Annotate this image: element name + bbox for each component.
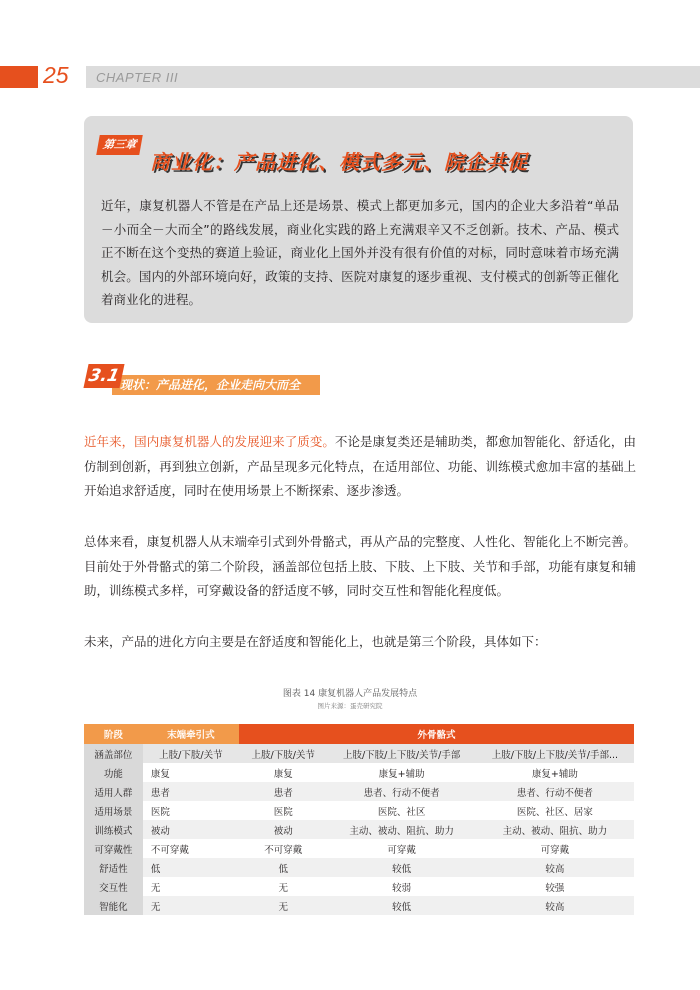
table-row [84, 744, 634, 763]
row-label: 舒适性 [84, 858, 143, 877]
table-cell: 较低 [328, 858, 476, 877]
table-cell: 上肢/下肢/上下肢/关节/手部 [328, 744, 476, 763]
table-row [84, 782, 634, 801]
chapter-badge: 第三章 [96, 135, 143, 155]
table-row [84, 839, 634, 858]
table-cell: 康复 [150, 768, 170, 780]
table-cell: 被动 [239, 820, 328, 839]
table-row [84, 763, 634, 782]
table-cell: 无 [150, 882, 161, 894]
table-cell: 主动、被动、阻抗、助力 [476, 820, 634, 839]
table-cell: 可穿戴 [540, 844, 570, 856]
row-label: 智能化 [84, 896, 143, 915]
row-label: 涵盖部位 [84, 744, 143, 763]
table-cell: 患者、行动不便者 [476, 782, 634, 801]
row-label: 适用人群 [84, 782, 143, 801]
header-exoskeleton: 外骨骼式 [239, 724, 634, 744]
table-cell: 低 [143, 858, 239, 877]
section-number: 3.1 [83, 364, 124, 388]
table-row [84, 801, 634, 820]
chapter-intro-text: 近年，康复机器人不管是在产品上还是场景、模式上都更加多元，国内的企业大多沿着“单品－小而全－大而全”的路线发展，商业化实践的路上充满艰辛又不乏创新。技术、产品、模式正不断在这个变热的赛道上验证，商业化上国外并没有很有价值的对标，同时意味着市场充满机会。国内的外部环境向好，政策的支持、医院对康复的逐步重视、支付模式的创新等正催化着商业化的进程。 [101, 198, 619, 307]
row-label: 训练模式 [84, 820, 143, 839]
table-cell: 患者、行动不便者 [328, 782, 476, 801]
table-cell: 较高 [476, 858, 634, 877]
row-label: 功能 [84, 763, 143, 782]
figure-caption: 图表 14 康复机器人产品发展特点 [282, 689, 418, 699]
paragraph-1 [84, 430, 636, 504]
paragraph-1-text: 不论是康复类还是辅助类，都愈加智能化、舒适化，由仿制到创新，再到独立创新，产品呈现多元化特点，在适用部位、功能、训练模式愈加丰富的基础上开始追求舒适度，同时在使用场景上不断探索、逐步渗透。 [84, 434, 636, 498]
table-cell: 医院 [273, 806, 293, 818]
table-cell: 医院、社区、居家 [516, 806, 593, 818]
header-grey-bar [86, 66, 700, 88]
header-stage: 阶段 [84, 724, 143, 744]
paragraph-2: 总体来看，康复机器人从末端牵引式到外骨骼式，再从产品的完整度、人性化、智能化上不断完善。目前处于外骨骼式的第二个阶段，涵盖部位包括上肢、下肢、上下肢、关节和手部，功能有康复和辅助，训练模式多样，可穿戴设备的舒适度不够，同时交互性和智能化程度低。 [84, 534, 636, 598]
table-cell: 康复+辅助 [378, 768, 425, 780]
table-cell: 上肢/下肢/关节 [143, 744, 239, 763]
table-cell: 康复+辅助 [531, 768, 578, 780]
table-cell: 上肢/下肢/关节 [239, 744, 328, 763]
table-cell: 低 [239, 858, 328, 877]
table-row [84, 858, 634, 877]
table-cell: 较弱 [392, 882, 412, 894]
table-cell: 较高 [476, 896, 634, 915]
chapter-label: CHAPTER III [96, 70, 179, 85]
header-accent-bar [0, 66, 38, 88]
chapter-title: 商业化：产品进化、模式多元、院企共促 [150, 150, 528, 174]
table-cell: 无 [239, 896, 328, 915]
table-row [84, 820, 634, 839]
table-header-row [84, 724, 634, 744]
product-features-table [84, 724, 634, 915]
table-cell: 可穿戴 [387, 844, 416, 856]
table-cell: 被动 [143, 820, 239, 839]
table-cell: 较强 [545, 882, 565, 894]
figure-source: 图片来源：蛋壳研究院 [317, 702, 383, 710]
table-row [84, 896, 634, 915]
header-end-effector: 末端牵引式 [143, 724, 239, 744]
table-cell: 康复 [273, 768, 293, 780]
row-label: 交互性 [84, 877, 143, 896]
table-cell: 患者 [239, 782, 328, 801]
table-cell: 无 [143, 896, 239, 915]
paragraph-3: 未来，产品的进化方向主要是在舒适度和智能化上，也就是第三个阶段，具体如下： [84, 634, 547, 649]
table-cell: 不可穿戴 [150, 844, 189, 856]
page-number: 25 [43, 62, 69, 88]
table-cell: 较低 [328, 896, 476, 915]
paragraph-1-highlight: 近年来，国内康复机器人的发展迎来了质变。 [84, 434, 335, 449]
table-row [84, 877, 634, 896]
table-cell: 医院、社区 [377, 806, 426, 818]
table-cell: 上肢/下肢/上下肢/关节/手部... [476, 744, 634, 763]
table-cell: 医院 [150, 806, 170, 818]
table-cell: 无 [278, 882, 288, 894]
section-title: 现状：产品进化，企业走向大而全 [120, 378, 301, 392]
table-cell: 不可穿戴 [264, 844, 303, 856]
row-label: 适用场景 [84, 801, 143, 820]
table-cell: 主动、被动、阻抗、助力 [328, 820, 476, 839]
row-label: 可穿戴性 [84, 839, 143, 858]
table-cell: 患者 [143, 782, 239, 801]
